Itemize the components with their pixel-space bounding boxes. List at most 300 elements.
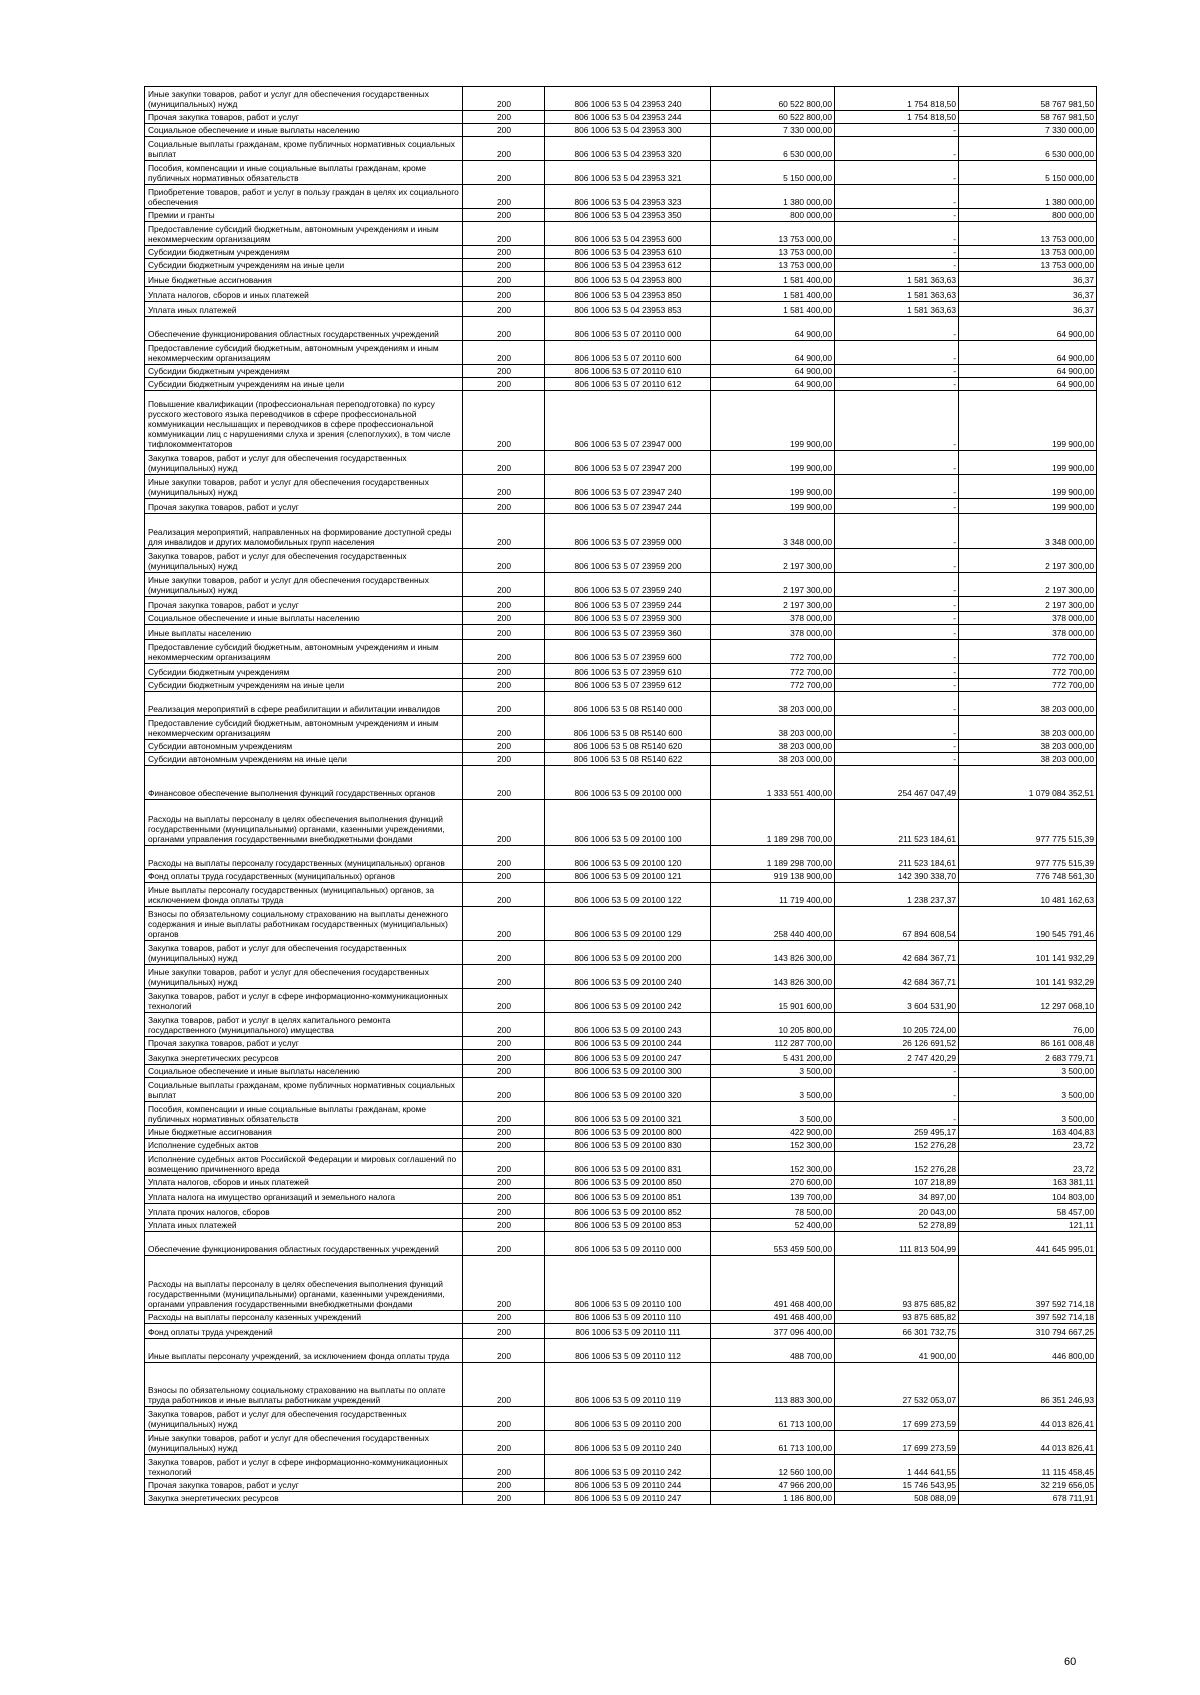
row-budget-code: 806 1006 53 5 07 23959 600 bbox=[545, 640, 711, 664]
table-row bbox=[145, 317, 1097, 341]
row-budget-code: 806 1006 53 5 04 23953 612 bbox=[545, 259, 711, 272]
row-budget-code: 806 1006 53 5 09 20100 122 bbox=[545, 883, 711, 907]
row-approved-amount: 38 203 000,00 bbox=[711, 753, 835, 766]
row-remaining-amount: 190 545 791,46 bbox=[959, 907, 1097, 941]
row-approved-amount: 6 530 000,00 bbox=[711, 137, 835, 161]
row-budget-code: 806 1006 53 5 04 23953 320 bbox=[545, 137, 711, 161]
row-name: Прочая закупка товаров, работ и услуг bbox=[145, 111, 463, 124]
row-remaining-amount: 199 900,00 bbox=[959, 391, 1097, 451]
row-line-code: 200 bbox=[463, 1431, 545, 1455]
row-line-code: 200 bbox=[463, 317, 545, 341]
row-remaining-amount: 86 351 246,93 bbox=[959, 1363, 1097, 1407]
row-line-code: 200 bbox=[463, 1363, 545, 1407]
row-approved-amount: 488 700,00 bbox=[711, 1339, 835, 1363]
row-budget-code: 806 1006 53 5 04 23953 300 bbox=[545, 124, 711, 137]
row-budget-code: 806 1006 53 5 09 20110 000 bbox=[545, 1232, 711, 1256]
row-line-code: 200 bbox=[463, 1102, 545, 1126]
row-remaining-amount: 44 013 826,41 bbox=[959, 1407, 1097, 1431]
row-remaining-amount: 101 141 932,29 bbox=[959, 965, 1097, 989]
row-budget-code: 806 1006 53 5 07 23947 200 bbox=[545, 451, 711, 475]
row-executed-amount: 15 746 543,95 bbox=[835, 1479, 959, 1492]
row-approved-amount: 143 826 300,00 bbox=[711, 965, 835, 989]
table-row bbox=[145, 246, 1097, 259]
row-approved-amount: 270 600,00 bbox=[711, 1176, 835, 1189]
row-line-code: 200 bbox=[463, 451, 545, 475]
row-approved-amount: 491 468 400,00 bbox=[711, 1311, 835, 1324]
row-line-code: 200 bbox=[463, 499, 545, 514]
row-executed-amount: 93 875 685,82 bbox=[835, 1256, 959, 1311]
row-executed-amount: - bbox=[835, 365, 959, 378]
row-line-code: 200 bbox=[463, 1407, 545, 1431]
row-line-code: 200 bbox=[463, 161, 545, 185]
row-name: Иные бюджетные ассигнования bbox=[145, 1126, 463, 1139]
row-line-code: 200 bbox=[463, 549, 545, 573]
row-approved-amount: 772 700,00 bbox=[711, 640, 835, 664]
row-remaining-amount: 38 203 000,00 bbox=[959, 753, 1097, 766]
row-budget-code: 806 1006 53 5 09 20100 240 bbox=[545, 965, 711, 989]
table-row bbox=[145, 124, 1097, 137]
row-approved-amount: 112 287 700,00 bbox=[711, 1037, 835, 1050]
row-approved-amount: 3 500,00 bbox=[711, 1065, 835, 1078]
row-name: Закупка товаров, работ и услуг в сфере информационно-коммуникационных технологий bbox=[145, 1455, 463, 1479]
row-approved-amount: 143 826 300,00 bbox=[711, 941, 835, 965]
row-executed-amount: - bbox=[835, 475, 959, 499]
row-approved-amount: 3 500,00 bbox=[711, 1102, 835, 1126]
row-name: Фонд оплаты труда учреждений bbox=[145, 1324, 463, 1339]
row-budget-code: 806 1006 53 5 08 R5140 622 bbox=[545, 753, 711, 766]
table-row bbox=[145, 302, 1097, 317]
row-line-code: 200 bbox=[463, 1126, 545, 1139]
row-approved-amount: 13 753 000,00 bbox=[711, 222, 835, 246]
table-row bbox=[145, 287, 1097, 302]
row-approved-amount: 1 186 800,00 bbox=[711, 1492, 835, 1505]
row-remaining-amount: 44 013 826,41 bbox=[959, 1431, 1097, 1455]
row-name: Иные выплаты населению bbox=[145, 625, 463, 640]
row-line-code: 200 bbox=[463, 475, 545, 499]
row-remaining-amount: 23,72 bbox=[959, 1139, 1097, 1152]
row-approved-amount: 377 096 400,00 bbox=[711, 1324, 835, 1339]
row-line-code: 200 bbox=[463, 87, 545, 111]
row-executed-amount: - bbox=[835, 740, 959, 753]
table-row bbox=[145, 1324, 1097, 1339]
row-remaining-amount: 10 481 162,63 bbox=[959, 883, 1097, 907]
row-budget-code: 806 1006 53 5 09 20110 111 bbox=[545, 1324, 711, 1339]
row-name: Иные закупки товаров, работ и услуг для обеспечения государственных (муниципальных) нужд bbox=[145, 475, 463, 499]
row-remaining-amount: 397 592 714,18 bbox=[959, 1311, 1097, 1324]
row-budget-code: 806 1006 53 5 09 20100 831 bbox=[545, 1152, 711, 1176]
table-row bbox=[145, 1479, 1097, 1492]
row-approved-amount: 78 500,00 bbox=[711, 1204, 835, 1219]
table-row bbox=[145, 883, 1097, 907]
row-remaining-amount: 13 753 000,00 bbox=[959, 246, 1097, 259]
row-remaining-amount: 199 900,00 bbox=[959, 499, 1097, 514]
row-name: Исполнение судебных актов bbox=[145, 1139, 463, 1152]
row-remaining-amount: 121,11 bbox=[959, 1219, 1097, 1232]
row-remaining-amount: 977 775 515,39 bbox=[959, 846, 1097, 870]
row-approved-amount: 1 189 298 700,00 bbox=[711, 800, 835, 846]
row-budget-code: 806 1006 53 5 09 20100 247 bbox=[545, 1050, 711, 1065]
row-executed-amount: - bbox=[835, 716, 959, 740]
row-line-code: 200 bbox=[463, 989, 545, 1013]
row-line-code: 200 bbox=[463, 365, 545, 378]
row-name: Расходы на выплаты персоналу в целях обеспечения выполнения функций государственными (муниципальными) органами, казенными учреждениями, органами управления государственными внебюджетными фондами bbox=[145, 800, 463, 846]
row-line-code: 200 bbox=[463, 287, 545, 302]
table-row bbox=[145, 692, 1097, 716]
row-executed-amount: 17 699 273,59 bbox=[835, 1431, 959, 1455]
row-budget-code: 806 1006 53 5 09 20100 300 bbox=[545, 1065, 711, 1078]
table-row bbox=[145, 1037, 1097, 1050]
row-line-code: 200 bbox=[463, 1050, 545, 1065]
row-executed-amount: 41 900,00 bbox=[835, 1339, 959, 1363]
row-name: Уплата иных платежей bbox=[145, 1219, 463, 1232]
row-name: Социальное обеспечение и иные выплаты населению bbox=[145, 1065, 463, 1078]
table-row bbox=[145, 612, 1097, 625]
row-executed-amount: - bbox=[835, 514, 959, 549]
table-row bbox=[145, 1363, 1097, 1407]
row-executed-amount: 34 897,00 bbox=[835, 1189, 959, 1204]
row-name: Субсидии автономным учреждениям на иные цели bbox=[145, 753, 463, 766]
row-executed-amount: - bbox=[835, 499, 959, 514]
row-name: Предоставление субсидий бюджетным, автономным учреждениям и иным некоммерческим организациям bbox=[145, 222, 463, 246]
row-budget-code: 806 1006 53 5 09 20110 200 bbox=[545, 1407, 711, 1431]
row-budget-code: 806 1006 53 5 09 20110 100 bbox=[545, 1256, 711, 1311]
row-approved-amount: 5 150 000,00 bbox=[711, 161, 835, 185]
row-approved-amount: 800 000,00 bbox=[711, 209, 835, 222]
row-executed-amount: - bbox=[835, 597, 959, 612]
table-row bbox=[145, 766, 1097, 800]
row-executed-amount: 1 444 641,55 bbox=[835, 1455, 959, 1479]
row-remaining-amount: 64 900,00 bbox=[959, 341, 1097, 365]
row-name: Закупка товаров, работ и услуг для обеспечения государственных (муниципальных) нужд bbox=[145, 549, 463, 573]
row-line-code: 200 bbox=[463, 716, 545, 740]
row-remaining-amount: 38 203 000,00 bbox=[959, 716, 1097, 740]
row-budget-code: 806 1006 53 5 04 23953 240 bbox=[545, 87, 711, 111]
table-row bbox=[145, 499, 1097, 514]
row-executed-amount: - bbox=[835, 612, 959, 625]
row-executed-amount: - bbox=[835, 137, 959, 161]
row-name: Финансовое обеспечение выполнения функций государственных органов bbox=[145, 766, 463, 800]
table-row bbox=[145, 1311, 1097, 1324]
row-executed-amount: 1 754 818,50 bbox=[835, 87, 959, 111]
row-executed-amount: - bbox=[835, 753, 959, 766]
row-remaining-amount: 38 203 000,00 bbox=[959, 692, 1097, 716]
row-name: Субсидии бюджетным учреждениям bbox=[145, 365, 463, 378]
row-remaining-amount: 58 457,00 bbox=[959, 1204, 1097, 1219]
row-budget-code: 806 1006 53 5 09 20100 244 bbox=[545, 1037, 711, 1050]
row-line-code: 200 bbox=[463, 111, 545, 124]
table-row bbox=[145, 259, 1097, 272]
row-name: Обеспечение функционирования областных государственных учреждений bbox=[145, 317, 463, 341]
row-line-code: 200 bbox=[463, 1479, 545, 1492]
table-row bbox=[145, 989, 1097, 1013]
row-name: Предоставление субсидий бюджетным, автономным учреждениям и иным некоммерческим организациям bbox=[145, 716, 463, 740]
table-row bbox=[145, 1102, 1097, 1126]
row-approved-amount: 64 900,00 bbox=[711, 378, 835, 391]
table-row bbox=[145, 87, 1097, 111]
table-row bbox=[145, 573, 1097, 597]
row-name: Иные закупки товаров, работ и услуг для обеспечения государственных (муниципальных) нужд bbox=[145, 965, 463, 989]
row-budget-code: 806 1006 53 5 07 23959 240 bbox=[545, 573, 711, 597]
row-approved-amount: 1 189 298 700,00 bbox=[711, 846, 835, 870]
row-remaining-amount: 1 380 000,00 bbox=[959, 185, 1097, 209]
row-line-code: 200 bbox=[463, 1232, 545, 1256]
table-row bbox=[145, 1431, 1097, 1455]
row-executed-amount: 211 523 184,61 bbox=[835, 800, 959, 846]
row-approved-amount: 1 581 400,00 bbox=[711, 272, 835, 287]
row-executed-amount: - bbox=[835, 246, 959, 259]
row-name: Субсидии бюджетным учреждениям на иные цели bbox=[145, 679, 463, 692]
row-executed-amount: - bbox=[835, 1078, 959, 1102]
row-budget-code: 806 1006 53 5 07 23959 244 bbox=[545, 597, 711, 612]
row-line-code: 200 bbox=[463, 1324, 545, 1339]
row-approved-amount: 1 380 000,00 bbox=[711, 185, 835, 209]
row-remaining-amount: 2 197 300,00 bbox=[959, 549, 1097, 573]
row-remaining-amount: 446 800,00 bbox=[959, 1339, 1097, 1363]
row-remaining-amount: 397 592 714,18 bbox=[959, 1256, 1097, 1311]
row-line-code: 200 bbox=[463, 870, 545, 883]
row-approved-amount: 491 468 400,00 bbox=[711, 1256, 835, 1311]
row-remaining-amount: 3 500,00 bbox=[959, 1065, 1097, 1078]
row-executed-amount: - bbox=[835, 222, 959, 246]
row-line-code: 200 bbox=[463, 272, 545, 287]
row-approved-amount: 52 400,00 bbox=[711, 1219, 835, 1232]
row-name: Уплата налогов, сборов и иных платежей bbox=[145, 1176, 463, 1189]
row-executed-amount: - bbox=[835, 1102, 959, 1126]
row-budget-code: 806 1006 53 5 09 20100 850 bbox=[545, 1176, 711, 1189]
row-name: Уплата налогов, сборов и иных платежей bbox=[145, 287, 463, 302]
row-name: Субсидии бюджетным учреждениям bbox=[145, 664, 463, 679]
row-approved-amount: 13 753 000,00 bbox=[711, 259, 835, 272]
row-executed-amount: - bbox=[835, 341, 959, 365]
row-budget-code: 806 1006 53 5 09 20110 244 bbox=[545, 1479, 711, 1492]
row-budget-code: 806 1006 53 5 04 23953 850 bbox=[545, 287, 711, 302]
row-remaining-amount: 7 330 000,00 bbox=[959, 124, 1097, 137]
row-line-code: 200 bbox=[463, 137, 545, 161]
row-executed-amount: 93 875 685,82 bbox=[835, 1311, 959, 1324]
table-row bbox=[145, 1078, 1097, 1102]
row-budget-code: 806 1006 53 5 09 20110 110 bbox=[545, 1311, 711, 1324]
row-remaining-amount: 310 794 667,25 bbox=[959, 1324, 1097, 1339]
row-line-code: 200 bbox=[463, 1256, 545, 1311]
row-approved-amount: 772 700,00 bbox=[711, 679, 835, 692]
row-remaining-amount: 104 803,00 bbox=[959, 1189, 1097, 1204]
table-row bbox=[145, 800, 1097, 846]
table-row bbox=[145, 716, 1097, 740]
row-line-code: 200 bbox=[463, 124, 545, 137]
row-budget-code: 806 1006 53 5 07 23959 360 bbox=[545, 625, 711, 640]
row-name: Социальные выплаты гражданам, кроме публичных нормативных социальных выплат bbox=[145, 1078, 463, 1102]
row-executed-amount: - bbox=[835, 679, 959, 692]
row-approved-amount: 38 203 000,00 bbox=[711, 740, 835, 753]
table-row bbox=[145, 740, 1097, 753]
row-remaining-amount: 12 297 068,10 bbox=[959, 989, 1097, 1013]
row-remaining-amount: 772 700,00 bbox=[959, 664, 1097, 679]
row-budget-code: 806 1006 53 5 09 20110 112 bbox=[545, 1339, 711, 1363]
table-row bbox=[145, 514, 1097, 549]
table-row bbox=[145, 1339, 1097, 1363]
row-name: Повышение квалификации (профессиональная переподготовка) по курсу русского жестового языка переводчиков в сфере профессиональной коммуникации неслышащих и переводчиков в сфере профессиональной коммуникации лиц с нарушениями слуха и зрения (слепоглухих), в том числе тифлокомментаторов bbox=[145, 391, 463, 451]
table-row bbox=[145, 1219, 1097, 1232]
row-approved-amount: 60 522 800,00 bbox=[711, 87, 835, 111]
row-line-code: 200 bbox=[463, 1311, 545, 1324]
row-remaining-amount: 199 900,00 bbox=[959, 475, 1097, 499]
row-line-code: 200 bbox=[463, 679, 545, 692]
row-remaining-amount: 23,72 bbox=[959, 1152, 1097, 1176]
row-line-code: 200 bbox=[463, 1037, 545, 1050]
row-approved-amount: 7 330 000,00 bbox=[711, 124, 835, 137]
row-executed-amount: 67 894 608,54 bbox=[835, 907, 959, 941]
row-line-code: 200 bbox=[463, 1219, 545, 1232]
row-name: Социальное обеспечение и иные выплаты населению bbox=[145, 124, 463, 137]
row-remaining-amount: 1 079 084 352,51 bbox=[959, 766, 1097, 800]
table-row bbox=[145, 137, 1097, 161]
row-line-code: 200 bbox=[463, 1339, 545, 1363]
row-budget-code: 806 1006 53 5 04 23953 610 bbox=[545, 246, 711, 259]
row-executed-amount: - bbox=[835, 1065, 959, 1078]
row-line-code: 200 bbox=[463, 246, 545, 259]
row-line-code: 200 bbox=[463, 692, 545, 716]
row-approved-amount: 2 197 300,00 bbox=[711, 549, 835, 573]
table-row bbox=[145, 1152, 1097, 1176]
row-approved-amount: 5 431 200,00 bbox=[711, 1050, 835, 1065]
table-row bbox=[145, 365, 1097, 378]
table-body bbox=[145, 87, 1097, 1505]
row-approved-amount: 64 900,00 bbox=[711, 317, 835, 341]
row-line-code: 200 bbox=[463, 514, 545, 549]
row-line-code: 200 bbox=[463, 941, 545, 965]
row-line-code: 200 bbox=[463, 573, 545, 597]
row-line-code: 200 bbox=[463, 341, 545, 365]
row-remaining-amount: 64 900,00 bbox=[959, 317, 1097, 341]
row-remaining-amount: 378 000,00 bbox=[959, 625, 1097, 640]
table-row bbox=[145, 1189, 1097, 1204]
row-executed-amount: 1 238 237,37 bbox=[835, 883, 959, 907]
row-approved-amount: 378 000,00 bbox=[711, 625, 835, 640]
row-executed-amount: 152 276,28 bbox=[835, 1139, 959, 1152]
row-approved-amount: 47 966 200,00 bbox=[711, 1479, 835, 1492]
row-line-code: 200 bbox=[463, 800, 545, 846]
row-name: Субсидии бюджетным учреждениям на иные цели bbox=[145, 378, 463, 391]
row-executed-amount: 107 218,89 bbox=[835, 1176, 959, 1189]
table-row bbox=[145, 451, 1097, 475]
row-approved-amount: 553 459 500,00 bbox=[711, 1232, 835, 1256]
row-approved-amount: 3 348 000,00 bbox=[711, 514, 835, 549]
row-name: Обеспечение функционирования областных государственных учреждений bbox=[145, 1232, 463, 1256]
row-line-code: 200 bbox=[463, 391, 545, 451]
row-approved-amount: 1 581 400,00 bbox=[711, 302, 835, 317]
row-line-code: 200 bbox=[463, 1492, 545, 1505]
row-executed-amount: 66 301 732,75 bbox=[835, 1324, 959, 1339]
row-executed-amount: 2 747 420,29 bbox=[835, 1050, 959, 1065]
row-executed-amount: - bbox=[835, 640, 959, 664]
table-row bbox=[145, 1139, 1097, 1152]
row-remaining-amount: 11 115 458,45 bbox=[959, 1455, 1097, 1479]
row-executed-amount: - bbox=[835, 664, 959, 679]
table-row bbox=[145, 664, 1097, 679]
table-row bbox=[145, 1407, 1097, 1431]
row-line-code: 200 bbox=[463, 1176, 545, 1189]
row-executed-amount: 17 699 273,59 bbox=[835, 1407, 959, 1431]
row-approved-amount: 1 333 551 400,00 bbox=[711, 766, 835, 800]
row-name: Расходы на выплаты персоналу казенных учреждений bbox=[145, 1311, 463, 1324]
row-name: Предоставление субсидий бюджетным, автономным учреждениям и иным некоммерческим организациям bbox=[145, 341, 463, 365]
row-remaining-amount: 199 900,00 bbox=[959, 451, 1097, 475]
row-remaining-amount: 36,37 bbox=[959, 272, 1097, 287]
row-line-code: 200 bbox=[463, 222, 545, 246]
row-line-code: 200 bbox=[463, 640, 545, 664]
row-executed-amount: 1 581 363,63 bbox=[835, 287, 959, 302]
row-executed-amount: - bbox=[835, 391, 959, 451]
row-budget-code: 806 1006 53 5 04 23953 244 bbox=[545, 111, 711, 124]
row-executed-amount: 10 205 724,00 bbox=[835, 1013, 959, 1037]
row-budget-code: 806 1006 53 5 09 20110 119 bbox=[545, 1363, 711, 1407]
row-approved-amount: 152 300,00 bbox=[711, 1152, 835, 1176]
row-approved-amount: 422 900,00 bbox=[711, 1126, 835, 1139]
row-line-code: 200 bbox=[463, 1455, 545, 1479]
row-budget-code: 806 1006 53 5 09 20110 247 bbox=[545, 1492, 711, 1505]
row-line-code: 200 bbox=[463, 1065, 545, 1078]
row-executed-amount: 3 604 531,90 bbox=[835, 989, 959, 1013]
row-remaining-amount: 32 219 656,05 bbox=[959, 1479, 1097, 1492]
row-executed-amount: 52 278,89 bbox=[835, 1219, 959, 1232]
row-line-code: 200 bbox=[463, 302, 545, 317]
row-name: Иные бюджетные ассигнования bbox=[145, 272, 463, 287]
table-row bbox=[145, 1256, 1097, 1311]
row-executed-amount: 152 276,28 bbox=[835, 1152, 959, 1176]
table-row bbox=[145, 1013, 1097, 1037]
row-name: Реализация мероприятий, направленных на формирование доступной среды для инвалидов и других маломобильных групп населения bbox=[145, 514, 463, 549]
row-approved-amount: 61 713 100,00 bbox=[711, 1407, 835, 1431]
row-line-code: 200 bbox=[463, 625, 545, 640]
row-executed-amount: 259 495,17 bbox=[835, 1126, 959, 1139]
row-name: Иные закупки товаров, работ и услуг для обеспечения государственных (муниципальных) нужд bbox=[145, 1431, 463, 1455]
row-executed-amount: 42 684 367,71 bbox=[835, 965, 959, 989]
row-remaining-amount: 58 767 981,50 bbox=[959, 87, 1097, 111]
row-budget-code: 806 1006 53 5 04 23953 853 bbox=[545, 302, 711, 317]
row-budget-code: 806 1006 53 5 08 R5140 600 bbox=[545, 716, 711, 740]
row-remaining-amount: 163 381,11 bbox=[959, 1176, 1097, 1189]
table-row bbox=[145, 1126, 1097, 1139]
row-remaining-amount: 441 645 995,01 bbox=[959, 1232, 1097, 1256]
row-name: Реализация мероприятий в сфере реабилитации и абилитации инвалидов bbox=[145, 692, 463, 716]
table-row bbox=[145, 272, 1097, 287]
row-name: Социальные выплаты гражданам, кроме публичных нормативных социальных выплат bbox=[145, 137, 463, 161]
row-name: Субсидии бюджетным учреждениям bbox=[145, 246, 463, 259]
row-remaining-amount: 776 748 561,30 bbox=[959, 870, 1097, 883]
row-budget-code: 806 1006 53 5 07 23947 000 bbox=[545, 391, 711, 451]
row-approved-amount: 139 700,00 bbox=[711, 1189, 835, 1204]
row-name: Премии и гранты bbox=[145, 209, 463, 222]
row-budget-code: 806 1006 53 5 04 23953 800 bbox=[545, 272, 711, 287]
table-row bbox=[145, 185, 1097, 209]
row-remaining-amount: 2 197 300,00 bbox=[959, 597, 1097, 612]
table-row bbox=[145, 640, 1097, 664]
row-budget-code: 806 1006 53 5 07 20110 612 bbox=[545, 378, 711, 391]
row-remaining-amount: 3 348 000,00 bbox=[959, 514, 1097, 549]
table-row bbox=[145, 846, 1097, 870]
row-executed-amount: 20 043,00 bbox=[835, 1204, 959, 1219]
row-executed-amount: - bbox=[835, 209, 959, 222]
row-budget-code: 806 1006 53 5 08 R5140 000 bbox=[545, 692, 711, 716]
table-row bbox=[145, 222, 1097, 246]
row-line-code: 200 bbox=[463, 209, 545, 222]
table-row bbox=[145, 1232, 1097, 1256]
row-budget-code: 806 1006 53 5 08 R5140 620 bbox=[545, 740, 711, 753]
row-line-code: 200 bbox=[463, 740, 545, 753]
row-approved-amount: 61 713 100,00 bbox=[711, 1431, 835, 1455]
row-approved-amount: 258 440 400,00 bbox=[711, 907, 835, 941]
row-executed-amount: - bbox=[835, 378, 959, 391]
